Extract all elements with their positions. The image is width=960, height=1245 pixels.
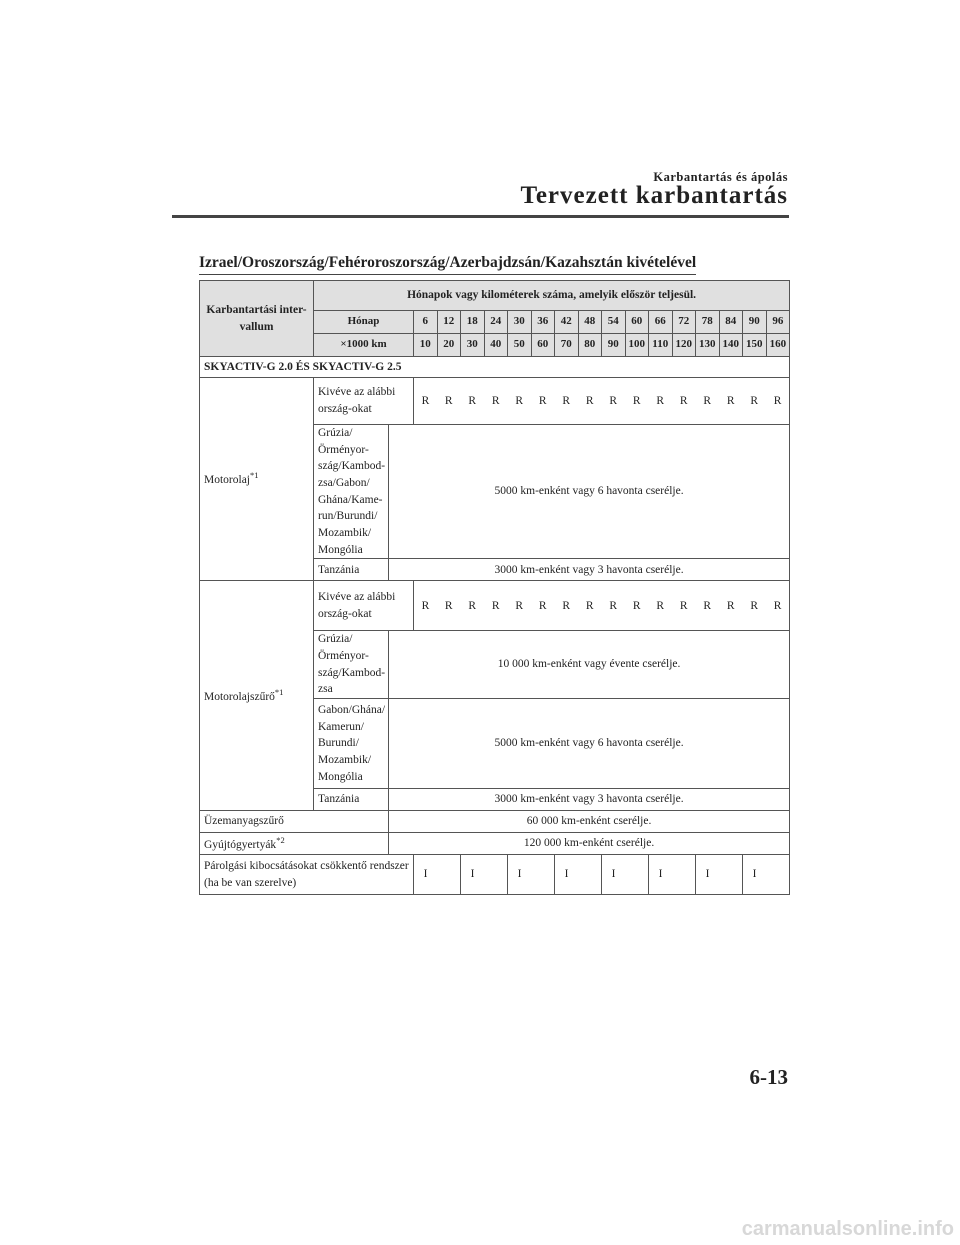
km-value: 140 [719,334,743,357]
service-mark: R [414,378,438,425]
service-mark: I [743,855,767,895]
spark-plugs-label [200,833,389,855]
engine-heading: SKYACTIV-G 2.0 ÉS SKYACTIV-G 2.5 [200,357,790,378]
region-cell: Gabon/Ghána/ Kamerun/ Burundi/ Mozambik/ Mongólia [314,699,389,789]
month-value: 84 [719,311,743,334]
service-mark: R [649,581,673,631]
km-value: 120 [672,334,696,357]
service-mark: R [555,581,579,631]
service-mark: R [743,581,767,631]
km-value: 60 [531,334,555,357]
interval-text: 5000 km-enként vagy 6 havonta cserélje. [389,699,790,789]
empty-cell [625,855,649,895]
km-value: 130 [696,334,720,357]
row-label: Motorolaj [204,474,250,487]
month-value: 24 [484,311,508,334]
interval-text: 5000 km-enként vagy 6 havonta cserélje. [389,425,790,559]
interval-text: 10 000 km-enként vagy évente cserélje. [389,631,790,699]
table-row [200,833,790,855]
service-mark: I [696,855,720,895]
empty-cell [766,855,790,895]
service-mark: R [696,378,720,425]
service-mark: R [649,378,673,425]
service-mark: R [414,581,438,631]
watermark: carmanualsonline.info [741,1218,954,1240]
service-mark: R [719,581,743,631]
service-mark: R [437,378,461,425]
filter-label [200,581,314,811]
km-value: 70 [555,334,579,357]
region-cell: Tanzánia [314,789,389,811]
fuel-filter-label: Üzemanyagszűrő [200,811,389,833]
month-value: 72 [672,311,696,334]
region-cell: Kivéve az alábbi ország-okat [314,378,414,425]
table-row [200,855,790,895]
km-value: 10 [414,334,438,357]
engine-row [200,357,790,378]
service-mark: R [531,378,555,425]
row-label: Gyújtógyertyák [204,838,277,851]
interval-text: 3000 km-enként vagy 3 havonta cserélje. [389,789,790,811]
month-value: 36 [531,311,555,334]
month-value: 66 [649,311,673,334]
service-mark: R [743,378,767,425]
service-mark: R [484,378,508,425]
table-row [200,581,790,631]
chapter-title: Karbantartás és ápolás [653,170,788,184]
months-label: Hónap [314,311,414,334]
empty-cell [531,855,555,895]
month-value: 78 [696,311,720,334]
service-mark: R [766,581,790,631]
service-mark: R [531,581,555,631]
service-mark: R [578,581,602,631]
month-value: 54 [602,311,626,334]
km-value: 150 [743,334,767,357]
footnote-marker: *2 [276,834,285,845]
empty-cell [437,855,461,895]
month-value: 60 [625,311,649,334]
service-mark: R [555,378,579,425]
page-title: Tervezett karbantartás [520,182,788,209]
region-cell: Tanzánia [314,559,389,581]
service-mark: R [484,581,508,631]
oil-label [200,378,314,581]
interval-header: Karbantartási inter-vallum [200,281,314,357]
service-mark: R [625,581,649,631]
km-value: 50 [508,334,532,357]
maintenance-schedule-table [199,280,790,895]
km-value: 40 [484,334,508,357]
service-mark: R [672,581,696,631]
service-mark: R [719,378,743,425]
km-value: 30 [461,334,485,357]
header-row [200,281,790,311]
km-value: 20 [437,334,461,357]
month-value: 18 [461,311,485,334]
service-mark: R [508,378,532,425]
page-number: 6-13 [749,1065,788,1089]
km-value: 80 [578,334,602,357]
service-mark: R [461,378,485,425]
month-value: 96 [766,311,790,334]
first-reached-header: Hónapok vagy kilométerek száma, amelyik először teljesül. [314,281,790,311]
km-label: ×1000 km [314,334,414,357]
service-mark: R [437,581,461,631]
header-rule [172,215,789,218]
service-mark: R [602,581,626,631]
footnote-marker: *1 [250,470,259,481]
empty-cell [719,855,743,895]
km-value: 110 [649,334,673,357]
service-mark: R [625,378,649,425]
service-mark: R [602,378,626,425]
region-cell: Grúzia/ Örményor-szág/Kambod-zsa/Gabon/ Ghána/Kame-run/Burundi/ Mozambik/ Mongólia [314,425,389,559]
month-value: 90 [743,311,767,334]
row-label: Motorolajszűrő [204,690,275,703]
interval-text: 3000 km-enként vagy 3 havonta cserélje. [389,559,790,581]
km-value: 100 [625,334,649,357]
interval-text: 120 000 km-enként cserélje. [389,833,790,855]
month-value: 42 [555,311,579,334]
region-cell: Kivéve az alábbi ország-okat [314,581,414,631]
service-mark: I [508,855,532,895]
empty-cell [578,855,602,895]
service-mark: I [461,855,485,895]
km-value: 160 [766,334,790,357]
service-mark: R [578,378,602,425]
evap-label: Párolgási kibocsátásokat csökkentő rendszer (ha be van szerelve) [200,855,414,895]
empty-cell [484,855,508,895]
service-mark: R [766,378,790,425]
service-mark: R [461,581,485,631]
month-value: 48 [578,311,602,334]
section-title: Izrael/Oroszország/Fehéroroszország/Azerbajdzsán/Kazahsztán kivételével [199,254,696,275]
month-value: 30 [508,311,532,334]
table-row [200,811,790,833]
footnote-marker: *1 [274,686,284,697]
table-row [200,378,790,425]
service-mark: I [649,855,673,895]
month-value: 6 [414,311,438,334]
empty-cell [672,855,696,895]
service-mark: R [672,378,696,425]
service-mark: I [414,855,438,895]
service-mark: I [555,855,579,895]
km-value: 90 [602,334,626,357]
service-mark: R [508,581,532,631]
interval-text: 60 000 km-enként cserélje. [389,811,790,833]
month-value: 12 [437,311,461,334]
service-mark: I [602,855,626,895]
service-mark: R [696,581,720,631]
region-cell: Grúzia/ Örményor-szág/Kambod-zsa [314,631,389,699]
